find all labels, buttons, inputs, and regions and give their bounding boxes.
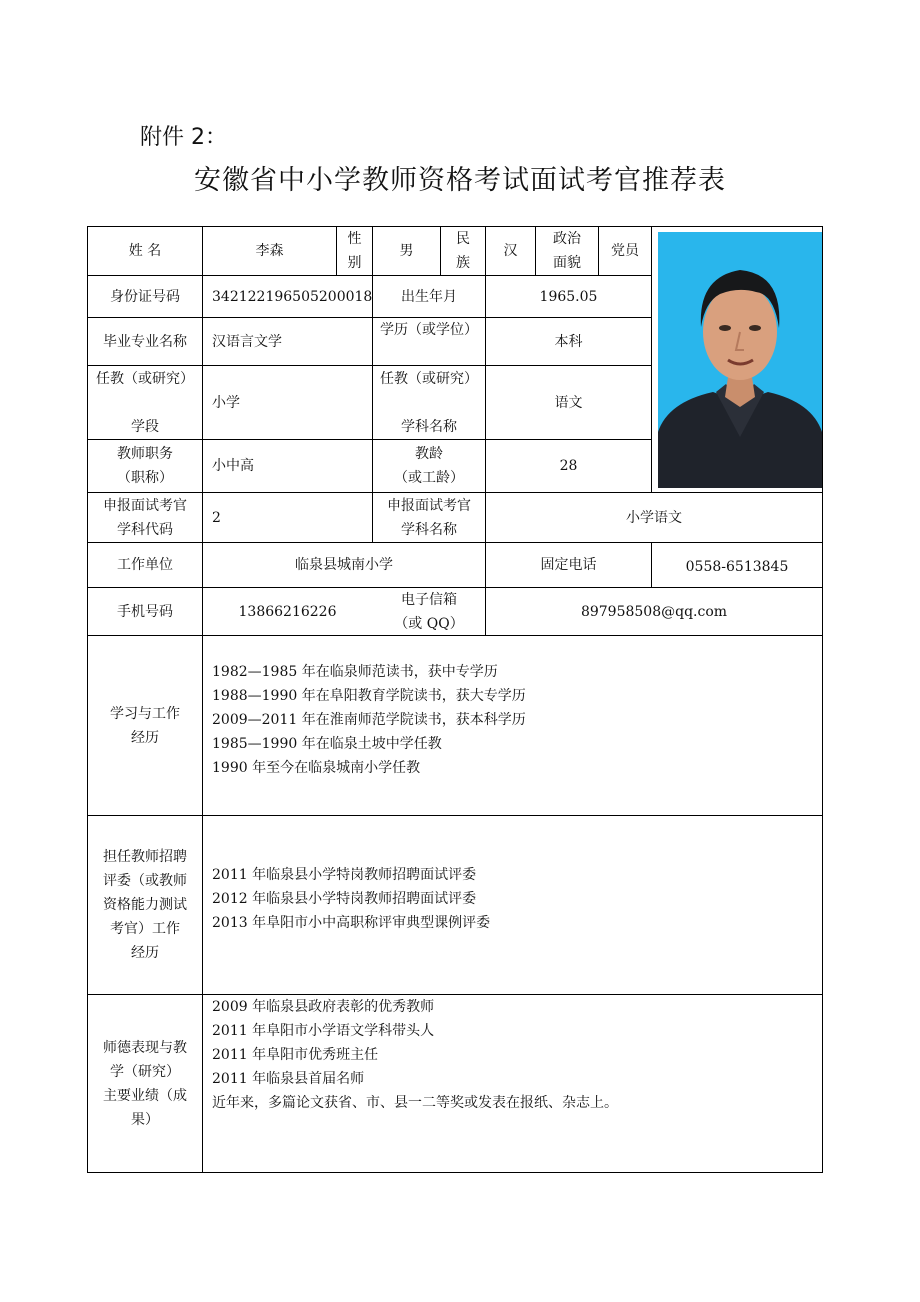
exam-code-value: 2: [212, 509, 221, 526]
ethics-content: [203, 995, 822, 1172]
exam-subject-label: 申报面试考官 学科名称: [387, 497, 471, 538]
study-line: 1985—1990 年在临泉土坡中学任教: [212, 736, 442, 752]
study-line: 1988—1990 年在阜阳教育学院读书，获大专学历: [212, 688, 526, 704]
degree-value: 本科: [554, 333, 583, 350]
political-label: 政治 面貌: [553, 231, 581, 271]
birth-label: 出生年月: [401, 288, 457, 305]
ethics-line: 2011 年阜阳市小学语文学科带头人: [212, 1023, 435, 1039]
teacher-title-label: 教师职务 （职称）: [117, 446, 173, 486]
ethics-line: 近年来，多篇论文获省、市、县一二等奖或发表在报纸、杂志上。: [212, 1095, 618, 1111]
gender-label: 性 别: [347, 231, 362, 271]
study-content: [203, 636, 822, 815]
ethics-label: 师德表现与教 学（研究） 主要业绩（成 果）: [103, 1039, 187, 1128]
mobile-label: 手机号码: [117, 603, 173, 620]
teacher-title-value: 小中高: [212, 458, 254, 474]
birth-value: 1965.05: [539, 288, 598, 305]
ethnicity-value: 汉: [503, 243, 518, 259]
exam-code-label: 申报面试考官 学科代码: [103, 497, 187, 538]
years-label: 教龄 （或工龄）: [394, 446, 464, 486]
mobile-value: 13866216226: [238, 603, 337, 620]
stage-label: 任教（或研究） 学段: [96, 370, 194, 435]
portrait-photo: [658, 232, 822, 488]
page-title: 安徽省中小学教师资格考试面试考官推荐表: [194, 165, 726, 196]
ethics-line: 2011 年临泉县首届名师: [212, 1071, 365, 1087]
name-value: 李森: [255, 243, 284, 259]
judge-line: 2013 年阜阳市小中高职称评审典型课例评委: [212, 915, 491, 931]
phone-value: 0558-6513845: [685, 558, 789, 575]
id-value: 342122196505200018: [212, 288, 373, 305]
name-label: 姓 名: [128, 243, 162, 259]
workplace-value: 临泉县城南小学: [295, 557, 393, 573]
study-line: 1990 年至今在临泉城南小学任教: [212, 760, 421, 776]
email-value: 897958508@qq.com: [580, 603, 728, 620]
attachment-label: 附件 2：: [140, 125, 227, 150]
judge-line: 2012 年临泉县小学特岗教师招聘面试评委: [212, 891, 477, 907]
judge-line: 2011 年临泉县小学特岗教师招聘面试评委: [212, 867, 477, 883]
ethnicity-label: 民 族: [456, 231, 470, 271]
stage-value: 小学: [212, 394, 240, 411]
study-line: 1982—1985 年在临泉师范读书，获中专学历: [212, 664, 498, 680]
study-line: 2009—2011 年在淮南师范学院读书，获本科学历: [212, 712, 526, 728]
subject-label: 任教（或研究） 学科名称: [380, 370, 478, 435]
phone-label: 固定电话: [540, 557, 597, 573]
degree-label: 学历（或学位）: [380, 322, 478, 338]
subject-value: 语文: [554, 394, 583, 411]
political-value: 党员: [611, 243, 639, 259]
id-label: 身份证号码: [110, 288, 180, 305]
email-label: 电子信箱 （或 QQ）: [394, 591, 464, 632]
years-value: 28: [559, 458, 578, 474]
judge-content: [203, 816, 822, 994]
ethics-line: 2011 年阜阳市优秀班主任: [212, 1047, 379, 1063]
major-label: 毕业专业名称: [103, 333, 187, 350]
major-value: 汉语言文学: [212, 333, 282, 350]
gender-value: 男: [399, 243, 414, 259]
judge-label: 担任教师招聘 评委（或教师 资格能力测试 考官）工作 经历: [103, 849, 187, 961]
ethics-line: 2009 年临泉县政府表彰的优秀教师: [212, 999, 435, 1015]
study-label: 学习与工作 经历: [110, 705, 180, 746]
workplace-label: 工作单位: [117, 557, 173, 573]
exam-subject-value: 小学语文: [626, 509, 682, 526]
